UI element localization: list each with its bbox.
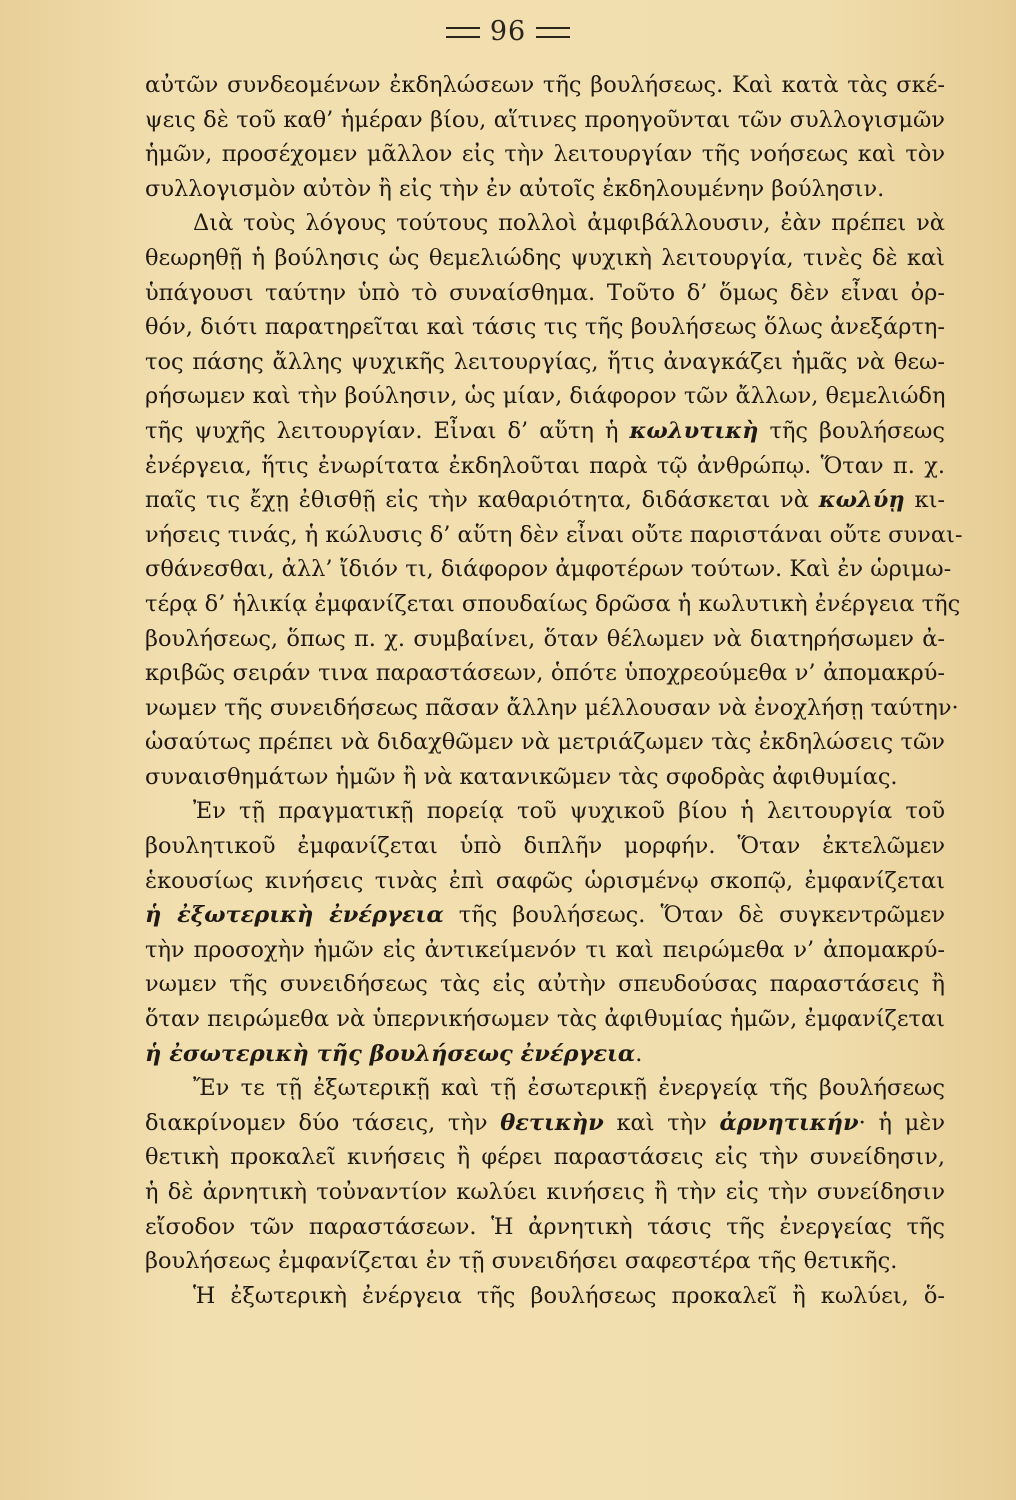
text-segment: · ἡ μὲν xyxy=(858,1109,946,1136)
text-line: συλλογισμὸν αὐτὸν ἢ εἰς τὴν ἐν αὐτοῖς ἐκδηλουμένην βούλησιν. xyxy=(145,175,885,202)
text-segment: . xyxy=(635,1040,643,1067)
emphasized-term: ἡ ἐξωτερικὴ ἐνέργεια xyxy=(145,902,444,929)
text-line: ἡ δὲ ἀρνητικὴ τοὐναντίον κωλύει κινήσεις ἢ τὴν εἰς τὴν συνείδησιν xyxy=(145,1179,945,1205)
body-text xyxy=(145,68,963,1313)
text-line: ψεις δὲ τοῦ καθ’ ἡμέραν βίου, αἵτινες προηγοῦνται τῶν συλλογισμῶν xyxy=(145,106,945,133)
text-line: σθάνεσθαι, ἀλλ’ ἴδιόν τι, διάφορον ἀμφοτέρων τούτων. Καὶ ἐν ὡριμω- xyxy=(145,556,952,583)
text-segment: τῆς βουλήσεως xyxy=(758,417,945,444)
emphasized-term: κωλυτικὴ xyxy=(629,417,759,444)
text-line: θεωρηθῇ ἡ βούλησις ὡς θεμελιώδης ψυχικὴ λειτουργία, τινὲς δὲ καὶ xyxy=(145,244,945,271)
text-line: εἴσοδον τῶν παραστάσεων. Ἡ ἀρνητικὴ τάσις τῆς ἐνεργείας τῆς xyxy=(145,1213,945,1240)
text-line xyxy=(145,483,945,518)
text-line xyxy=(145,898,945,933)
text-line: ὡσαύτως πρέπει νὰ διδαχθῶμεν νὰ μετριάζωμεν τὰς ἐκδηλώσεις τῶν xyxy=(145,729,945,756)
text-line: κριβῶς σειράν τινα παραστάσεων, ὁπότε ὑποχρεούμεθα ν’ ἀπομακρύ- xyxy=(145,660,945,687)
text-line: ὅταν πειρώμεθα νὰ ὑπερνικήσωμεν τὰς ἀφιθυμίας ἡμῶν, ἐμφανίζεται xyxy=(145,1006,945,1033)
text-line: ἡμῶν, προσέχομεν μᾶλλον εἰς τὴν λειτουργίαν τῆς νοήσεως καὶ τὸν xyxy=(145,141,945,168)
text-line: νωμεν τῆς συνειδήσεως πᾶσαν ἄλλην μέλλουσαν νὰ ἐνοχλήσῃ ταύτην· xyxy=(145,694,959,721)
text-line: Ἡ ἐξωτερικὴ ἐνέργεια τῆς βουλήσεως προκαλεῖ ἢ κωλύει, ὅ- xyxy=(193,1282,945,1309)
text-segment: παῖς τις ἔχῃ ἐθισθῇ εἰς τὴν καθαριότητα, διδάσκεται νὰ xyxy=(145,487,819,514)
text-line: βουλητικοῦ ἐμφανίζεται ὑπὸ διπλῆν μορφήν. Ὅταν ἐκτελῶμεν xyxy=(145,833,945,860)
text-segment: κι- xyxy=(904,487,946,514)
text-segment: τῆς βουλήσεως. Ὅταν δὲ συγκεντρῶμεν xyxy=(443,902,945,929)
text-segment: διακρίνομεν δύο τάσεις, τὴν xyxy=(145,1109,501,1136)
text-line: τὴν προσοχὴν ἡμῶν εἰς ἀντικείμενόν τι καὶ πειρώμεθα ν’ ἀπομακρύ- xyxy=(145,936,945,963)
text-segment: τῆς ψυχῆς λειτουργίαν. Εἶναι δ’ αὕτη ἡ xyxy=(145,417,630,444)
text-line: ρήσωμεν καὶ τὴν βούλησιν, ὡς μίαν, διάφορον τῶν ἄλλων, θεμελιώδη xyxy=(145,383,946,410)
emphasized-term: ἀρνητικήν xyxy=(719,1109,859,1136)
text-line: συναισθημάτων ἡμῶν ἢ νὰ κατανικῶμεν τὰς σφοδρὰς ἀφιθυμίας. xyxy=(145,763,898,790)
text-line: θετικὴ προκαλεῖ κινήσεις ἢ φέρει παραστάσεις εἰς τὴν συνείδησιν, xyxy=(145,1144,945,1171)
text-line: ἑκουσίως κινήσεις τινὰς ἐπὶ σαφῶς ὡρισμένῳ σκοπῷ, ἐμφανίζεται xyxy=(145,867,945,894)
text-line: τος πάσης ἄλλης ψυχικῆς λειτουργίας, ἥτις ἀναγκάζει ἡμᾶς νὰ θεω- xyxy=(145,348,945,375)
text-line: αὐτῶν συνδεομένων ἐκδηλώσεων τῆς βουλήσεως. Καὶ κατὰ τὰς σκέ- xyxy=(145,72,945,98)
text-line: νήσεις τινάς, ἡ κώλυσις δ’ αὕτη δὲν εἶναι οὔτε παριστάναι οὔτε συναι- xyxy=(145,521,963,548)
text-line: νωμεν τῆς συνειδήσεως τὰς εἰς αὐτὴν σπευδούσας παραστάσεις ἢ xyxy=(145,971,945,998)
text-line: Διὰ τοὺς λόγους τούτους πολλοὶ ἀμφιβάλλουσιν, ἐὰν πρέπει νὰ xyxy=(193,210,945,237)
text-line: τέρᾳ δ’ ἡλικίᾳ ἐμφανίζεται σπουδαίως δρῶσα ἡ κωλυτικὴ ἐνέργεια τῆς xyxy=(145,590,961,617)
text-line xyxy=(145,1106,945,1141)
header-rule-right xyxy=(536,27,570,38)
text-line: βουλήσεως, ὅπως π. χ. συμβαίνει, ὅταν θέλωμεν νὰ διατηρήσωμεν ἀ- xyxy=(145,625,945,652)
text-line: θόν, διότι παρατηρεῖται καὶ τάσις τις τῆς βουλήσεως ὅλως ἀνεξάρτη- xyxy=(145,314,945,341)
emphasized-term: θετικὴν xyxy=(500,1109,604,1136)
text-line: βουλήσεως ἐμφανίζεται ἐν τῇ συνειδήσει σαφεστέρα τῆς θετικῆς. xyxy=(145,1248,898,1275)
text-line: Ἐν τῇ πραγματικῇ πορείᾳ τοῦ ψυχικοῦ βίου ἡ λειτουργία τοῦ xyxy=(193,798,945,825)
text-line xyxy=(145,1037,945,1072)
emphasized-term: κωλύῃ xyxy=(818,487,905,514)
text-line xyxy=(145,414,945,449)
text-line: ὑπάγουσι ταύτην ὑπὸ τὸ συναίσθημα. Τοῦτο δ’ ὅμως δὲν εἶναι ὀρ- xyxy=(145,279,945,306)
page-number: 96 xyxy=(489,16,527,47)
header-rule-left xyxy=(446,27,480,38)
text-segment: καὶ τὴν xyxy=(603,1109,720,1136)
text-line: Ἔν τε τῇ ἐξωτερικῇ καὶ τῇ ἐσωτερικῇ ἐνεργείᾳ τῆς βουλήσεως xyxy=(193,1075,945,1102)
emphasized-term: ἡ ἐσωτερικὴ τῆς βουλήσεως ἐνέργεια xyxy=(145,1040,636,1067)
text-line: ἐνέργεια, ἥτις ἐνωρίτατα ἐκδηλοῦται παρὰ τῷ ἀνθρώπῳ. Ὅταν π. χ. xyxy=(145,452,945,479)
page-header xyxy=(0,16,1016,47)
